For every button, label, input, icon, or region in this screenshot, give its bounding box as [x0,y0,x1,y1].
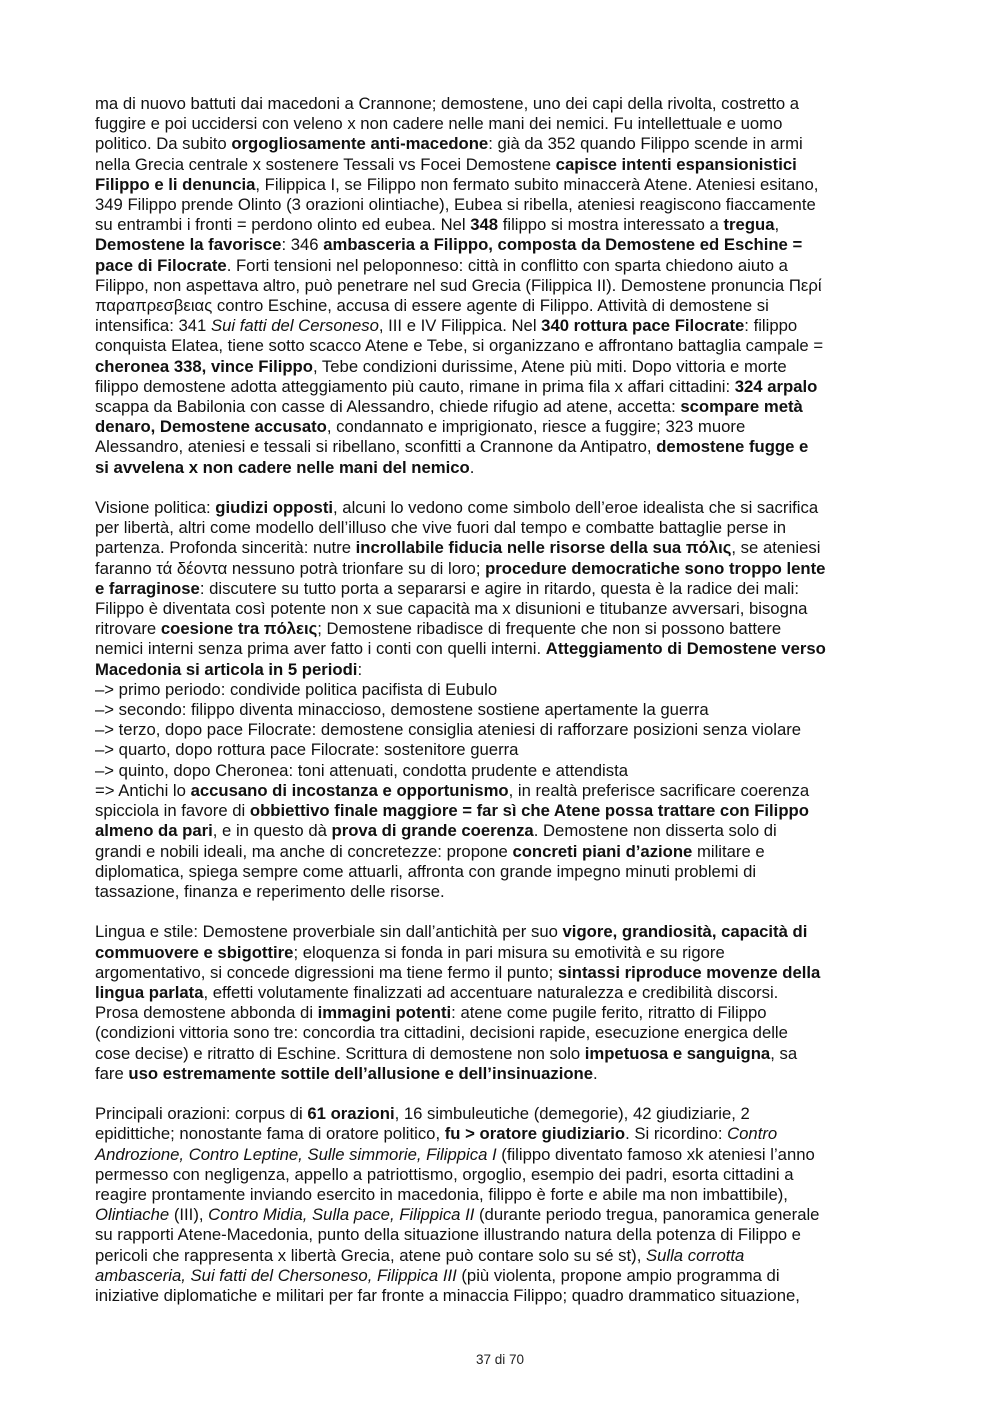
text-run: iniziative diplomatiche e militari per far fronte a minaccia Filippo; quadro drammatico situazione, [95,1285,800,1305]
text-run: Filippo è diventata così potente non x sue capacità ma x disunioni e titubanze avversari, bisogna [95,599,808,619]
text-line [95,276,913,296]
text-line [95,1145,913,1165]
text-line [95,1104,913,1124]
bold-text: demostene fugge e [656,437,809,457]
text-run: (III), [169,1205,209,1225]
text-run: filippo si mostra interessato a [498,215,724,235]
text-run: : già da 352 quando Filippo scende in armi [488,134,803,154]
text-run: , condannato e imprigionato, riesce a fuggire; 323 muore [326,417,746,437]
bold-text: 324 arpalo [734,376,818,396]
text-run: (durante periodo tregua, panoramica generale [474,1205,820,1225]
italic-text: Contro Midia, Sulla pace, Filippica II [208,1205,475,1225]
text-run: faranno τά δέοντα nessuno potrà trionfare su di loro; [95,558,486,578]
text-line [95,1185,913,1205]
text-run: (più violenta, propone ampio programma di [456,1265,780,1285]
text-line [95,1246,913,1266]
text-run: Visione politica: [95,498,216,518]
text-line [95,579,913,599]
paragraph-political-vision [95,498,913,902]
text-run: pericoli che rappresenta x libertà Grecia, atene può contare solo su sé st), [95,1245,646,1265]
bold-text: commuovere e sbigottire [95,942,294,962]
text-run: ma di nuovo battuti dai macedoni a Crannone; demostene, uno dei capi della rivolta, costretto a [95,94,800,113]
bold-text: denaro, Demostene accusato [95,417,327,437]
text-line [95,377,913,397]
italic-text: Androzione, Contro Leptine, Sulle simmorie, Filippica I [95,1144,497,1164]
bold-text: Demostene la favorisce [95,235,282,255]
bold-text: 340 rottura pace Filocrate [541,316,745,336]
text-run: reagire prontamente inviando esercito in macedonia, filippo è forte e abile ma non imbattibile), [95,1184,788,1204]
text-line [95,114,913,134]
text-line [95,357,913,377]
bold-text: procedure democratiche sono troppo lente [485,558,826,578]
bold-text: coesione tra πόλεις [160,619,318,639]
bold-text: prova di grande coerenza [331,821,534,841]
text-run: Prosa demostene abbonda di [95,1003,318,1023]
text-run: , alcuni lo vedono come simbolo dell’eroe idealista che si sacrifica [333,498,819,518]
italic-text: Sulla corrotta [645,1245,745,1265]
bold-text: e farraginose [95,578,200,598]
text-line [95,296,913,316]
text-run: Lingua e stile: Demostene proverbiale sin dall’antichità per suo [95,922,563,942]
text-run: , effetti volutamente finalizzati ad accentuare naturalezza e credibilità discorsi. [203,982,779,1002]
text-line [95,316,913,336]
text-line [95,498,913,518]
paragraph-main-orations [95,1104,913,1306]
text-run: ritrovare [95,619,161,639]
italic-text: ambasceria, Sui fatti del Chersoneso, Filippica III [95,1265,457,1285]
text-run: . Si ricordino: [625,1124,728,1144]
text-run: . [469,457,475,477]
text-run: ; eloquenza si fonda in pari misura su emotività e su rigore [293,942,725,962]
bold-text: orgogliosamente anti-macedone [231,134,489,154]
bold-text: concreti piani d’azione [512,841,693,861]
bold-text: almeno da pari [95,821,213,841]
bold-text: impetuosa e sanguigna [584,1043,771,1063]
bold-text: si avvelena x non cadere nelle mani del nemico [95,457,470,477]
text-run: : 346 [281,235,324,255]
bold-text: pace di Filocrate [95,255,227,275]
text-line [95,660,913,680]
text-line [95,1064,913,1084]
text-run: filippo demostene adotta atteggiamento più cauto, rimane in prima fila x affari cittadini: [95,376,735,396]
text-line [95,781,913,801]
text-line [95,1205,913,1225]
text-line [95,175,913,195]
italic-text: Contro [727,1124,778,1144]
text-line [95,963,913,983]
text-line [95,437,913,457]
text-run: politico. Da subito [95,134,232,154]
text-run: : [357,659,363,679]
text-line [95,336,913,356]
bold-text: ambasceria a Filippo, composta da Demostene ed Eschine = [323,235,803,255]
text-run: (condizioni vittoria sono tre: concordia tra cittadini, decisioni rapide, esecuzione energica delle [95,1023,788,1043]
text-run: –> secondo: filippo diventa minaccioso, demostene sostiene apertamente la guerra [95,700,709,720]
bold-text: lingua parlata [95,982,204,1002]
text-run: nella Grecia centrale x sostenere Tessali vs Focei Demostene [95,154,556,174]
text-run: su entrambi i fronti = perdono olinto ed eubea. Nel [95,215,471,235]
text-run: scappa da Babilonia con casse di Alessandro, chiede rifugio ad atene, accetta: [95,397,681,417]
text-run: argomentativo, si concede digressioni ma tiene fermo il punto; [95,962,558,982]
text-line [95,599,913,619]
text-run: . Demostene non disserta solo di [533,821,777,841]
bold-text: immagini potenti [317,1003,452,1023]
text-run: . Forti tensioni nel peloponneso: città in conflitto con sparta chiedono aiuto a [226,255,788,275]
text-line [95,94,913,114]
text-run: => Antichi lo [95,780,191,800]
text-line [95,215,913,235]
bold-text: incrollabile fiducia nelle risorse della sua πόλις [355,538,732,558]
text-run: Filippo, non aspettava altro, può penetrare nel sud Grecia (Filippica II). Demostene pronuncia Περί [95,275,822,295]
italic-text: Olintiache [95,1205,170,1225]
text-line [95,680,913,700]
text-line [95,862,913,882]
text-line [95,417,913,437]
text-run: παραπρεσβειας contro Eschine, accusa di essere agente di Filippo. Attività di demostene si [95,296,769,316]
text-line [95,1124,913,1144]
text-run: su rapporti Atene-Macedonia, punto della situazione illustrando natura della potenza di Filippo e [95,1225,801,1245]
text-line [95,518,913,538]
text-run: per libertà, altri come modello dell’illuso che vive fuori dal tempo e combatte battaglie perse in [95,518,787,538]
text-line [95,195,913,215]
paragraph-biography [95,94,913,478]
text-run: –> primo periodo: condivide politica pacifista di Eubulo [95,679,498,699]
text-run: , Filippica I, se Filippo non fermato subito minaccerà Atene. Ateniesi esitano, [255,174,819,194]
bold-text: fu > oratore giudiziario [444,1124,626,1144]
bold-text: cheronea 338, vince Filippo [95,356,313,376]
text-run: . [593,1063,598,1083]
bold-text: 348 [470,215,499,235]
text-run: 349 Filippo prende Olinto (3 orazioni olintiache), Eubea si ribella, ateniesi reagiscono fiaccamente [95,195,816,215]
text-line [95,235,913,255]
text-run: –> quinto, dopo Cheronea: toni attenuati, condotta prudente e attendista [95,760,629,780]
text-line [95,922,913,942]
text-run: –> quarto, dopo rottura pace Filocrate: sostenitore guerra [95,740,519,760]
text-run: tassazione, finanza e reperimento delle risorse. [95,881,445,901]
text-run: , [774,215,780,235]
bold-text: scompare metà [680,397,803,417]
text-run: (filippo diventato famoso xk ateniesi l’anno [496,1144,815,1164]
italic-text: Sui fatti del Cersoneso [210,316,379,336]
text-run: Principali orazioni: corpus di [95,1104,308,1124]
bold-text: Filippo e li denuncia [95,174,256,194]
text-line [95,155,913,175]
bold-text: Macedonia si articola in 5 periodi [95,659,358,679]
text-run: : filippo [744,316,798,336]
text-line [95,1044,913,1064]
text-line [95,538,913,558]
text-line [95,1225,913,1245]
text-run: cose decise) e ritratto di Eschine. Scrittura di demostene non solo [95,1043,585,1063]
bold-text: giudizi opposti [215,498,334,518]
text-line [95,1266,913,1286]
text-line [95,397,913,417]
bold-text: sintassi riproduce movenze della [557,962,821,982]
text-line [95,943,913,963]
bold-text: accusano di incostanza e opportunismo [190,780,509,800]
text-run: : atene come pugile ferito, ritratto di Filippo [451,1003,767,1023]
text-run: intensifica: 341 [95,316,211,336]
text-line [95,720,913,740]
text-run: grandi e nobili ideali, ma anche di concretezze: propone [95,841,513,861]
text-run: , Tebe condizioni durissime, Atene più miti. Dopo vittoria e morte [312,356,787,376]
text-run: , in realtà preferisce sacrificare coerenza [508,780,810,800]
text-run: , 16 simbuleutiche (demegorie), 42 giudiziarie, 2 [394,1104,750,1124]
text-line [95,134,913,154]
text-run: partenza. Profonda sincerità: nutre [95,538,356,558]
bold-text: tregua [723,215,775,235]
text-run: fare [95,1063,129,1083]
text-run: , e in questo dà [212,821,332,841]
text-run: nemici interni senza prima aver fatto i conti con quelli interni. [95,639,546,659]
bold-text: uso estremamente sottile dell’allusione e dell’insinuazione [128,1063,593,1083]
text-line [95,619,913,639]
bold-text: 61 orazioni [307,1104,395,1124]
text-run: : discutere su tutto porta a separarsi e agire in ritardo, questa è la radice dei mali: [199,578,800,598]
text-run: Alessandro, ateniesi e tessali si ribellano, sconfitti a Crannone da Antipatro, [95,437,657,457]
page-number: 37 di 70 [475,1352,525,1367]
text-run: –> terzo, dopo pace Filocrate: demostene consiglia ateniesi di rafforzare posizioni senza violare [95,720,802,740]
text-line [95,842,913,862]
text-run: militare e [692,841,765,861]
text-line [95,700,913,720]
text-line [95,801,913,821]
text-run: , sa [770,1043,798,1063]
text-run: , se ateniesi [731,538,821,558]
text-line [95,559,913,579]
document-body [95,94,913,1306]
text-run: epidittiche; nonostante fama di oratore politico, [95,1124,445,1144]
text-run: permesso con negligenza, appello a patriottismo, orgoglio, esempio dei padri, esorta cittadini a [95,1164,794,1184]
bold-text: capisce intenti espansionistici [555,154,797,174]
text-line [95,1023,913,1043]
text-run: fuggire e poi uccidersi con veleno x non cadere nelle mani dei nemici. Fu intellettuale e uomo [95,114,783,134]
text-line [95,1286,913,1306]
text-run: spicciola in favore di [95,801,250,821]
text-line [95,821,913,841]
text-run: diplomatica, spiega sempre come attuarli, affronta con grande impegno minuti problemi di [95,861,757,881]
text-run: ; Demostene ribadisce di frequente che non si possono battere [317,619,782,639]
text-line [95,1165,913,1185]
text-line [95,882,913,902]
text-line [95,761,913,781]
bold-text: vigore, grandiosità, capacità di [562,922,808,942]
text-line [95,1003,913,1023]
bold-text: obbiettivo finale maggiore = far sì che Atene possa trattare con Filippo [249,801,809,821]
text-run: conquista Elatea, tiene sotto scacco Atene e Tebe, si organizzano e affrontano battaglia campale = [95,336,824,356]
text-run: , III e IV Filippica. Nel [378,316,542,336]
text-line [95,740,913,760]
text-line [95,639,913,659]
text-line [95,983,913,1003]
bold-text: Atteggiamento di Demostene verso [545,639,826,659]
text-line [95,458,913,478]
paragraph-language-style [95,922,913,1084]
text-line [95,256,913,276]
